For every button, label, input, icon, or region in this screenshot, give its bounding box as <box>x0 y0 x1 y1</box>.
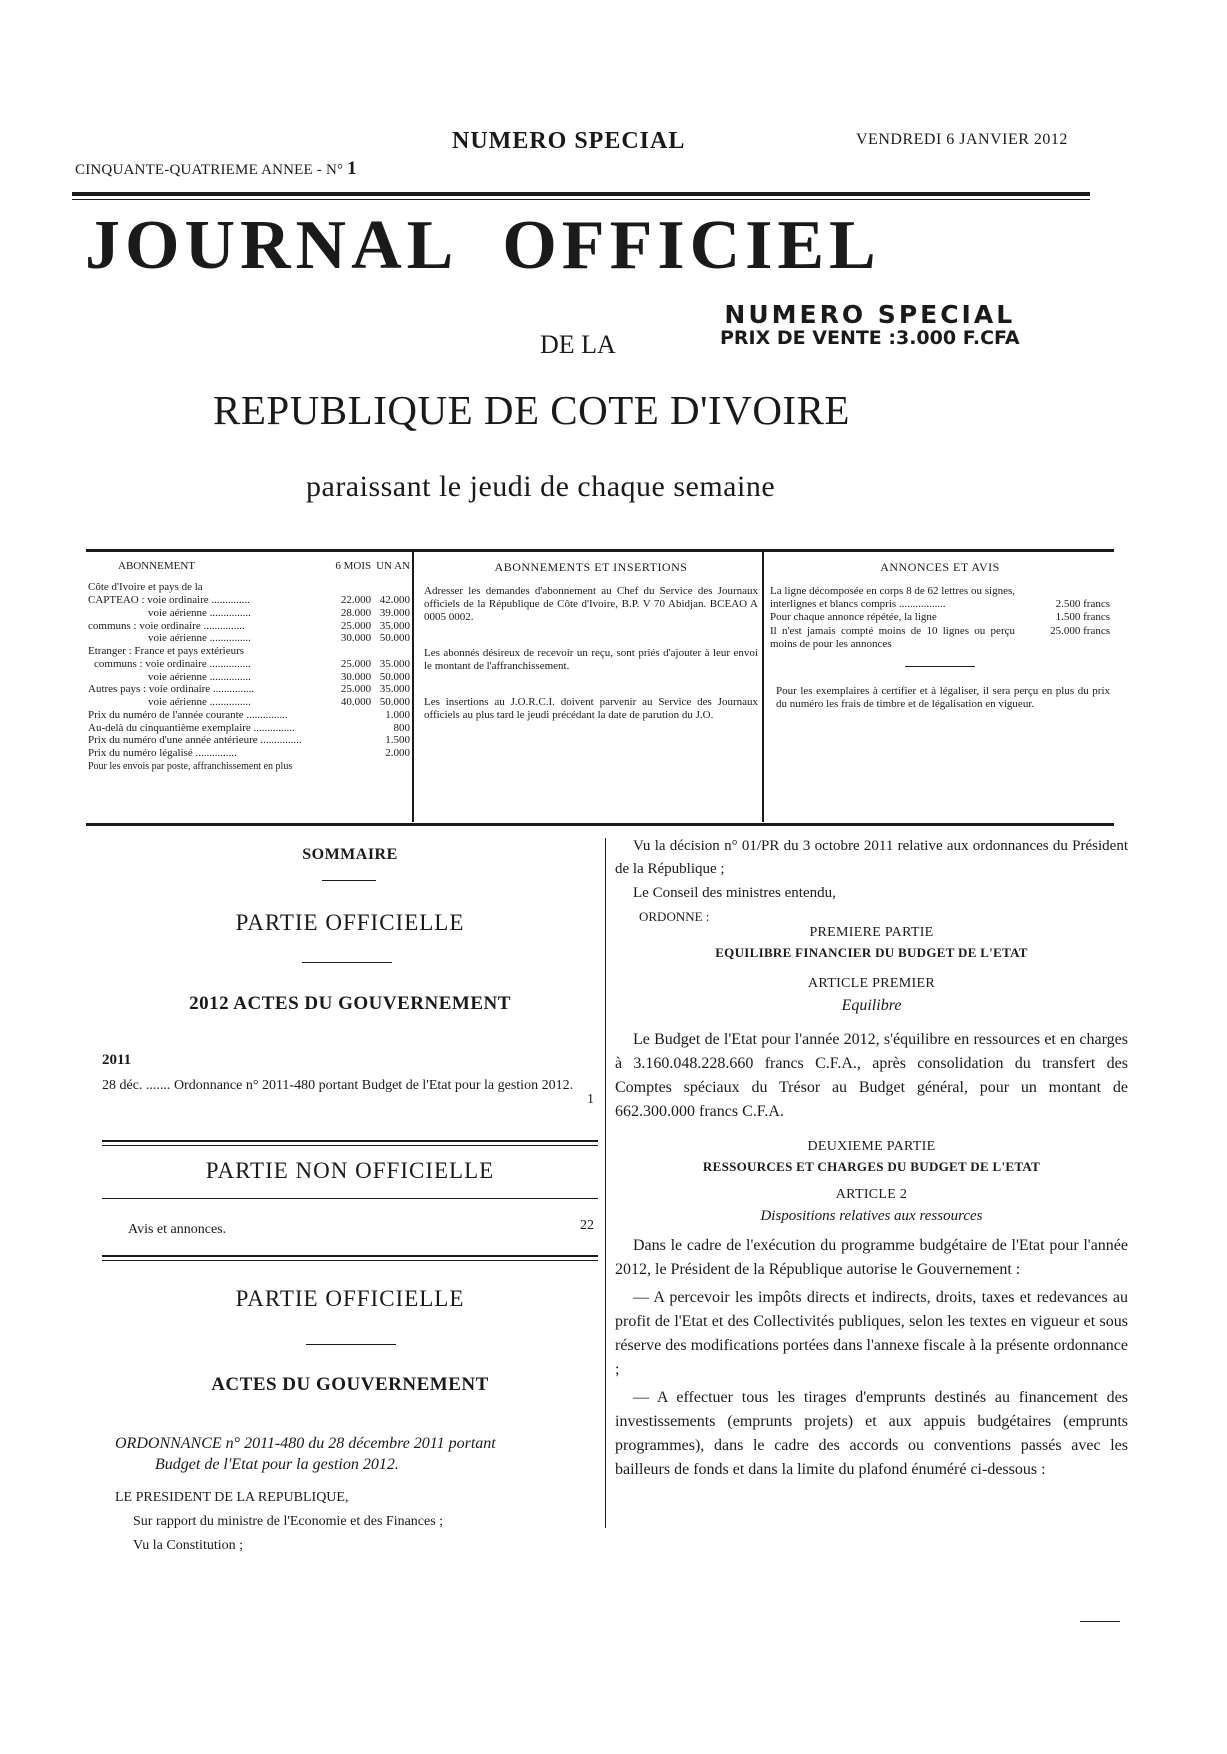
sommaire-actes-title: 2012 ACTES DU GOUVERNEMENT <box>189 993 511 1014</box>
rate-row <box>88 645 410 658</box>
annonces-heading: ANNONCES ET AVIS <box>880 560 1000 574</box>
art1-text: Le Budget de l'Etat pour l'année 2012, s'équilibre en ressources et en charges à 3.160.048.228.660 francs C.F.A., après consolidation du transfert des Comptes spéciaux du Trésor au Budget général, pour un montant de 662.300.000 francs C.F.A. <box>615 1030 1128 1120</box>
rate-1an: 50.000 <box>379 696 410 709</box>
art2-intro: Dans le cadre de l'exécution du programme budgétaire de l'Etat pour l'année 2012, le Président de la République autorise le Gouvernement : <box>615 1236 1128 1278</box>
special-label: NUMERO SPECIAL <box>724 300 1016 329</box>
special-price-block <box>720 300 1020 349</box>
part2-heading: DEUXIEME PARTIE <box>807 1138 936 1154</box>
toc-entry[interactable]: 28 déc. ....... Ordonnance n° 2011-480 portant Budget de l'Etat pour la gestion 2012. 1 <box>102 1076 598 1096</box>
legal-note: Pour les exemplaires à certifier et à légaliser, il sera perçu en plus du prix du numéro les frais de timbre et de légalisation en vigueur. <box>776 684 1110 711</box>
rate-row <box>88 734 410 747</box>
toc-avis[interactable]: Avis et annonces. 22 <box>128 1218 594 1237</box>
toc-avis-page: 22 <box>580 1218 594 1233</box>
rate-1an <box>371 645 410 658</box>
art2-bullet-1: — A percevoir les impôts directs et indirects, droits, taxes et redevances au profit de l'Etat et des Collectivités publiques, selon les textes en vigueur et sous réserve des modifications portées dans l'annexe fiscale à la présente ordonnance ; <box>615 1288 1128 1378</box>
rates-heading: ABONNEMENT <box>118 560 195 572</box>
rate-row <box>88 658 410 671</box>
rate-label: CAPTEAO : voie ordinaire .............. <box>88 594 250 607</box>
rate-1an: 39.000 <box>379 606 410 619</box>
fee-row-3: Il n'est jamais compté moins de 10 lignes ou perçu moins de pour les annonces 25.000 francs <box>770 624 1110 651</box>
subscription-rates-table <box>88 560 410 760</box>
rate-1an: 800 <box>393 721 410 734</box>
subscription-rates-box <box>88 560 410 822</box>
boxes-top-rule <box>86 549 1114 552</box>
ordonnance-title: ORDONNANCE n° 2011-480 du 28 décembre 2011 portant Budget de l'Etat pour la gestion 2012. <box>115 1435 496 1473</box>
rate-label: voie aérienne ............... <box>148 670 251 683</box>
rate-label: Autres pays : voie ordinaire ............... <box>88 683 255 696</box>
sommaire-title: SOMMAIRE <box>302 846 398 863</box>
toc-rule-1b <box>102 1145 598 1146</box>
sommaire-partie-non-officielle: PARTIE NON OFFICIELLE <box>205 1158 495 1183</box>
rate-row <box>88 607 410 620</box>
toc-rule-2 <box>102 1198 598 1199</box>
rate-label: Prix du numéro d'une année antérieure ............... <box>88 734 302 747</box>
toc-entry-page: 1 <box>587 1092 594 1107</box>
column-divider <box>605 838 606 1528</box>
ordonnance-preamble <box>115 1486 595 1557</box>
publication-frequency: paraissant le jeudi de chaque semaine <box>306 470 776 503</box>
rate-6mois: 28.000 <box>340 606 372 619</box>
rate-row <box>88 747 410 760</box>
toc-rule-3a <box>102 1255 598 1257</box>
rate-6mois <box>331 581 372 594</box>
main-partie-rule <box>306 1344 396 1345</box>
rate-6mois <box>331 722 372 735</box>
rate-label: communs : voie ordinaire ............... <box>88 619 245 632</box>
part2-title: RESSOURCES ET CHARGES DU BUDGET DE L'ETAT <box>702 1158 1041 1174</box>
boxes-divider-2 <box>762 552 764 822</box>
rate-6mois <box>331 734 372 747</box>
rate-row <box>88 620 410 633</box>
sommaire-partie-officielle: PARTIE OFFICIELLE <box>235 910 465 935</box>
insertions-p2: Les abonnés désireux de recevoir un reçu, sont priés d'ajouter à leur envoi le montant de l'affranchissement. <box>424 646 758 673</box>
rate-1an: 35.000 <box>379 657 410 670</box>
rate-label: voie aérienne ............... <box>148 632 251 645</box>
issue-date: VENDREDI 6 JANVIER 2012 <box>856 131 1068 148</box>
annonces-box <box>770 560 1110 822</box>
fee-row-2: Pour chaque annonce répétée, la ligne 1.500 francs <box>770 611 1110 624</box>
ordonne-line: ORDONNE : <box>639 908 710 924</box>
rate-row <box>88 632 410 645</box>
rate-1an: 35.000 <box>379 619 410 632</box>
rates-col-1an: UN AN <box>376 560 410 572</box>
art2-heading: ARTICLE 2 <box>835 1187 908 1202</box>
rate-label: Prix du numéro légalisé ............... <box>88 747 237 760</box>
president-line: LE PRESIDENT DE LA REPUBLIQUE, <box>115 1490 349 1505</box>
toc-rule-3b <box>102 1260 598 1261</box>
masthead-title: JOURNAL OFFICIEL <box>85 207 881 284</box>
toc-rule-1a <box>102 1140 598 1142</box>
boxes-divider-1 <box>412 552 414 822</box>
rate-1an: 1.000 <box>385 708 410 721</box>
art2-bullet-2: — A effectuer tous les tirages d'emprunts destinés au financement des investissements (emprunts projets) et aux appuis budgétaires (emprunts programmes), dans le cadre des accords ou conventions passés avec les bailleurs de fonds et dans la limite du plafond énuméré ci-dessous : <box>615 1388 1128 1478</box>
rate-label: Prix du numéro de l'année courante ............... <box>88 708 288 721</box>
rate-label: Côte d'Ivoire et pays de la <box>88 581 203 594</box>
volume-number: CINQUANTE-QUATRIEME ANNEE - N° 1 <box>75 158 357 179</box>
republic-name: REPUBLIQUE DE COTE D'IVOIRE <box>213 387 850 433</box>
sommaire-rule <box>322 880 376 881</box>
rate-label: voie aérienne ............... <box>148 696 251 709</box>
rate-1an <box>371 581 410 594</box>
vu-rapport: Sur rapport du ministre de l'Economie et des Finances ; <box>133 1513 444 1529</box>
art2-title: Dispositions relatives aux ressources <box>760 1208 983 1224</box>
rate-row <box>88 581 410 594</box>
bottom-mark <box>1080 1621 1120 1622</box>
annonces-divider <box>905 666 975 667</box>
rate-row <box>88 594 410 607</box>
rate-1an: 50.000 <box>379 632 410 645</box>
insertions-heading: ABONNEMENTS ET INSERTIONS <box>494 560 688 574</box>
right-column <box>615 835 1128 1482</box>
rate-row <box>88 671 410 684</box>
rate-label: Au-delà du cinquantième exemplaire ............... <box>88 721 295 734</box>
postage-note: Pour les envois par poste, affranchissement en plus <box>88 760 293 772</box>
rate-row <box>88 696 410 709</box>
part1-heading: PREMIERE PARTIE <box>809 925 934 940</box>
header-rule-thin <box>72 199 1090 200</box>
rate-row <box>88 709 410 722</box>
art1-heading: ARTICLE PREMIER <box>808 975 935 991</box>
vu-constitution: Vu la Constitution ; <box>133 1537 243 1553</box>
insertions-box <box>424 560 758 822</box>
fee-row-1: La ligne décomposée en corps 8 de 62 lettres ou signes, interlignes et blancs compris ................. 2.500 francs <box>770 584 1110 611</box>
conseil-line: Le Conseil des ministres entendu, <box>633 885 836 901</box>
rate-label: Etranger : France et pays extérieurs <box>88 645 245 658</box>
rate-1an: 50.000 <box>379 670 410 683</box>
header-rule-thick <box>72 192 1090 196</box>
rate-6mois: 40.000 <box>340 696 372 709</box>
vu-decision: Vu la décision n° 01/PR du 3 octobre 2011 relative aux ordonnances du Président de la République ; <box>615 838 1128 877</box>
insertions-p3: Les insertions au J.O.R.C.I. doivent parvenir au Service des Journaux officiels au plus tard le jeudi précédant la date de parution du J.O. <box>424 695 758 722</box>
main-actes-title: ACTES DU GOUVERNEMENT <box>211 1374 489 1395</box>
edition-label: NUMERO SPECIAL <box>452 128 686 154</box>
masthead-de-la: DE LA <box>540 330 616 359</box>
rate-6mois: 30.000 <box>340 632 372 645</box>
rate-1an: 2.000 <box>385 747 410 760</box>
main-partie-officielle: PARTIE OFFICIELLE <box>235 1286 465 1311</box>
partie-officielle-rule <box>302 962 392 963</box>
rate-6mois <box>331 709 372 722</box>
rate-1an: 35.000 <box>379 683 410 696</box>
rate-1an: 1.500 <box>385 734 410 747</box>
art1-title: Equilibre <box>841 996 902 1014</box>
insertions-p1: Adresser les demandes d'abonnement au Chef du Service des Journaux officiels de la République de Côte d'Ivoire, B.P. V 70 Abidjan. BCEAO A 0005 0002. <box>424 584 758 624</box>
rate-6mois: 25.000 <box>340 683 372 696</box>
rate-row <box>88 722 410 735</box>
sale-price: PRIX DE VENTE :3.000 F.CFA <box>720 327 1020 349</box>
rates-col-6mois: 6 MOIS <box>335 560 372 572</box>
rate-1an: 42.000 <box>379 594 410 607</box>
rate-label: voie aérienne ............... <box>148 606 251 619</box>
rate-6mois: 25.000 <box>340 619 372 632</box>
rate-6mois: 30.000 <box>340 670 372 683</box>
rate-label: communs : voie ordinaire ............... <box>94 657 251 670</box>
rate-6mois <box>331 747 372 760</box>
part1-title: EQUILIBRE FINANCIER DU BUDGET DE L'ETAT <box>715 945 1028 960</box>
rate-row <box>88 683 410 696</box>
toc-year: 2011 <box>102 1052 132 1068</box>
rate-6mois <box>331 645 372 658</box>
rate-6mois: 25.000 <box>340 657 372 670</box>
rate-6mois: 22.000 <box>340 594 372 607</box>
boxes-bottom-rule <box>86 823 1114 826</box>
